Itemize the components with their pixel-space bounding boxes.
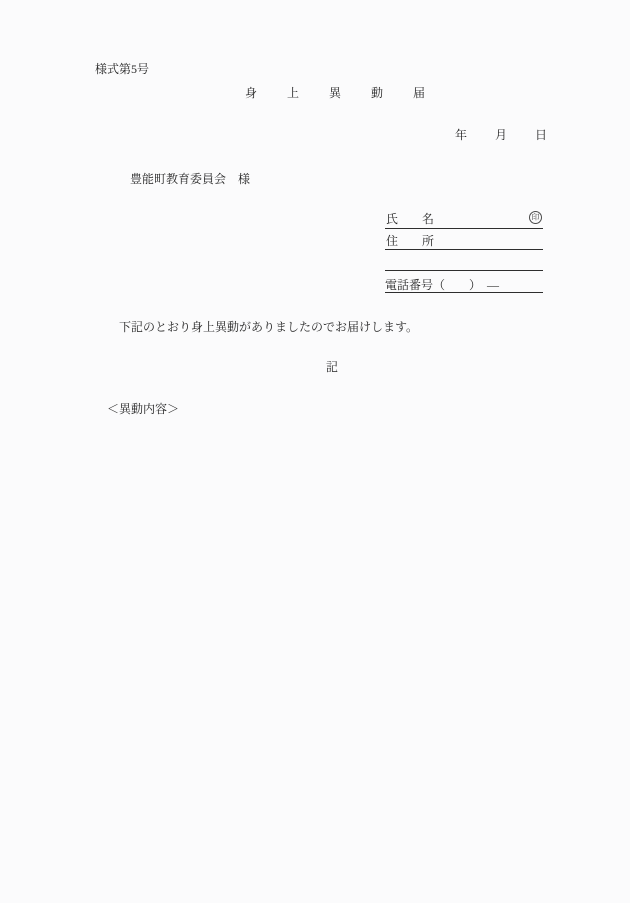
body-text: 下記のとおり身上異動がありましたのでお届けします。 [119, 320, 419, 334]
address-field-underline-2 [385, 270, 543, 271]
address-field-label: 住 所 [386, 234, 435, 248]
seal-mark-icon [529, 211, 542, 224]
name-field-label: 氏 名 [386, 212, 435, 226]
name-field-underline [385, 228, 543, 229]
record-marker: 記 [326, 360, 339, 374]
address-field-underline [385, 249, 543, 250]
document-title: 身 上 異 動 届 [245, 86, 435, 100]
phone-field-label: 電話番号（ ） ― [385, 278, 500, 292]
recipient-line: 豊能町教育委員会 様 [130, 172, 251, 186]
seal-character: 印 [531, 212, 540, 222]
date-line: 年 月 日 [455, 128, 556, 142]
phone-field-underline [385, 292, 543, 293]
section-heading: ＜異動内容＞ [107, 402, 180, 416]
form-number: 様式第5号 [95, 62, 150, 76]
